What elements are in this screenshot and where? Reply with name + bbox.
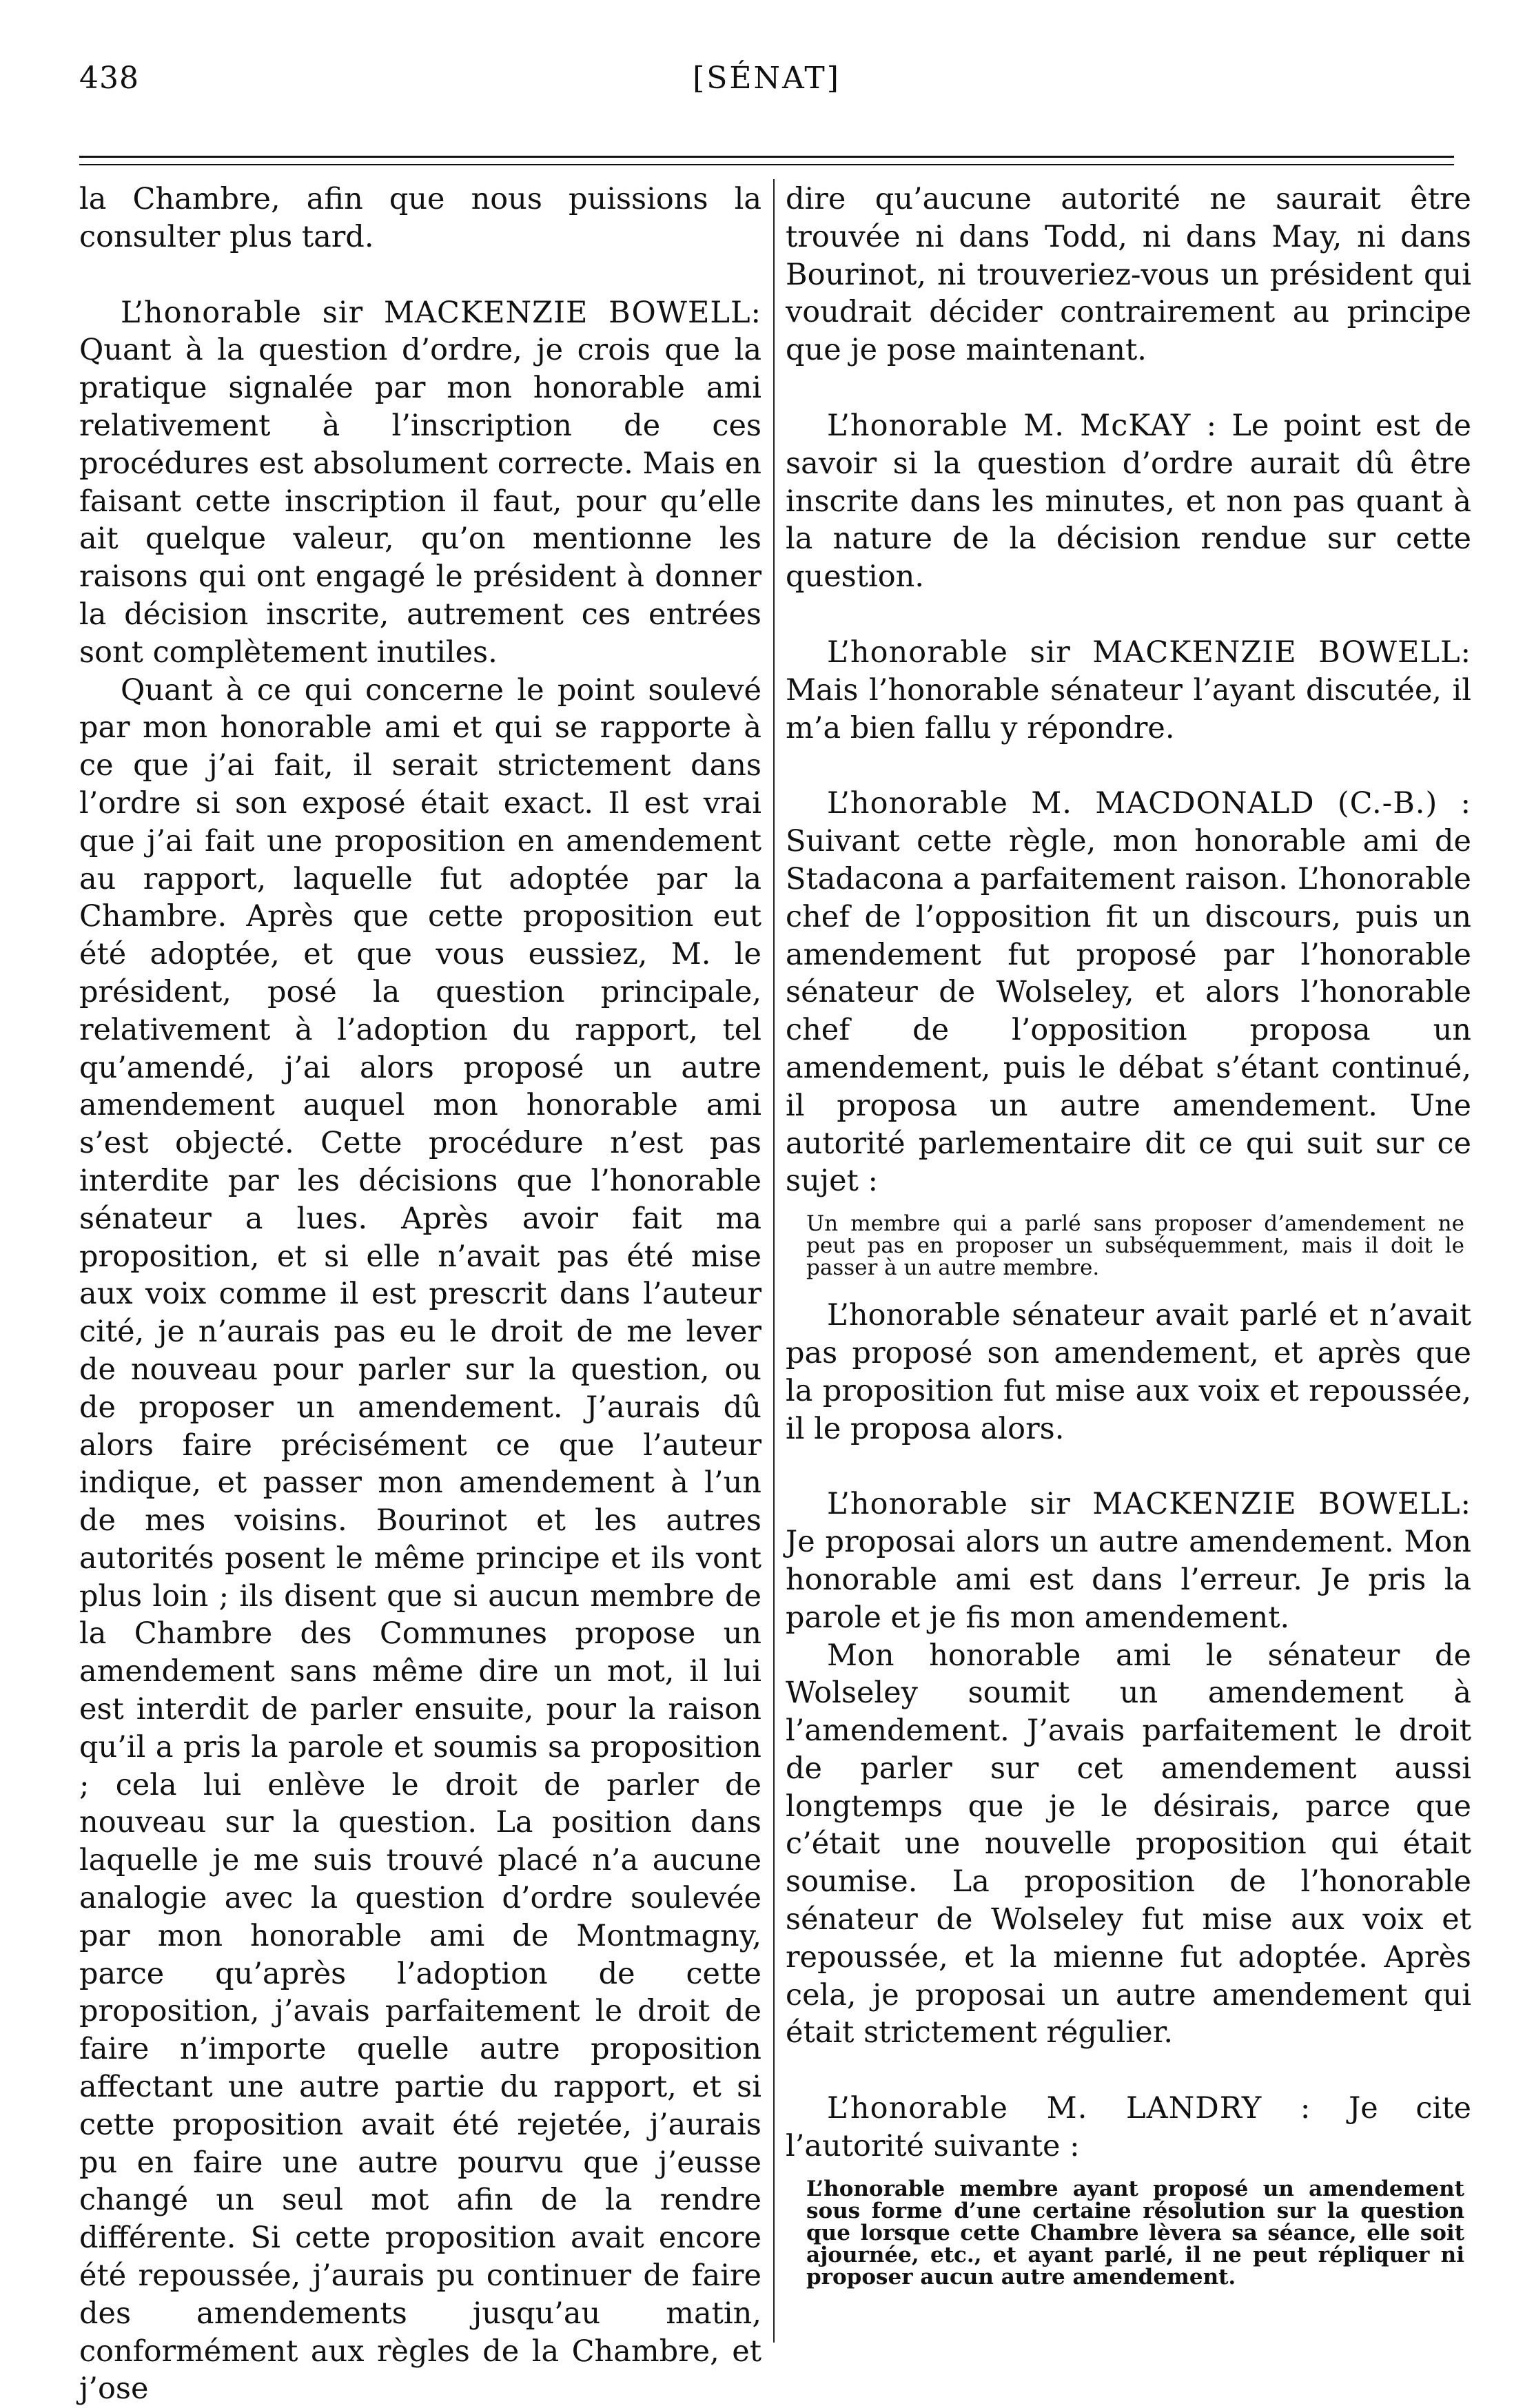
speech-paragraph [79, 294, 761, 672]
paragraph-spacer [786, 1279, 1471, 1297]
block-quote: L’honorable membre ayant proposé un amendement sous forme d’une certaine résolution sur la question que lorsque cette Chambre lèvera sa séance, elle soit ajournée, etc., et ayant parlé, il ne peut répliquer ni proposer aucun autre amendement. [806, 2176, 1464, 2289]
speaker-name: L’honorable M. MACDONALD (C.-B.) : [827, 786, 1471, 821]
paragraph-spacer [79, 256, 761, 294]
paragraph-spacer [786, 1448, 1471, 1485]
running-head: [SÉNAT] [693, 61, 841, 96]
speech-text: Le point est de savoir si la question d’ordre aurait dû être inscrite dans les minutes, et non pas quant à la nature de la décision rendue sur cette question. [786, 408, 1472, 595]
speech-paragraph [786, 634, 1471, 747]
speech-text: Mais l’honorable sénateur l’ayant discutée, il m’a bien fallu y répondre. [786, 672, 1471, 745]
speech-paragraph [786, 407, 1471, 596]
paragraph-spacer [786, 2052, 1471, 2090]
block-quote: Un membre qui a parlé sans proposer d’amendement ne peut pas en proposer un subséquemment, mais il doit le passer à un autre membre. [806, 1211, 1464, 1281]
page-number: 438 [79, 61, 139, 96]
body-paragraph: dire qu’aucune autorité ne saurait être trouvée ni dans Todd, ni dans May, ni dans Bourinot, ni trouveriez-vous un président qui voudrait décider contrairement au principe que je pose maintenant. [786, 182, 1471, 368]
left-column [79, 181, 761, 2408]
speech-text: Suivant cette règle, mon honorable ami de Stadacona a parfaitement raison. L’honorable chef de l’opposition fit un discours, puis un amendement fut proposé par l’honorable sénateur de Wolseley, et alors l’honorable chef de l’opposition proposa un amendement, puis le débat s’étant continué, il proposa un autre amendement. Une autorité parlementaire dit ce qui suit sur ce sujet : [786, 824, 1471, 1199]
speaker-name: L’honorable M. McKAY : [827, 408, 1218, 443]
speech-paragraph [786, 1485, 1471, 1636]
speech-paragraph [786, 785, 1471, 1200]
speech-text: Je proposai alors un autre amendement. Mon honorable ami est dans l’erreur. Je pris la parole et je fis mon amendement. [786, 1525, 1471, 1635]
speaker-name: L’honorable sir MACKENZIE BOWELL: [121, 295, 761, 330]
body-paragraph: Quant à ce qui concerne le point soulevé par mon honorable ami et qui se rapporte à ce que j’ai fait, il serait strictement dans l’ordre si son exposé était exact. Il est vrai que j’ai fait une proposition en amendement au rapport, laquelle fut adoptée par la Chambre. Après que cette proposition eut été adoptée, et que vous eussiez, M. le président, posé la question principale, relativement à l’adoption du rapport, tel qu’amendé, j’ai alors proposé un autre amendement auquel mon honorable ami s’est objecté. Cette procédure n’est pas interdite par les décisions que l’honorable sénateur a lues. Après avoir fait ma proposition, et si elle n’avait pas été mise aux voix comme il est prescrit dans l’auteur cité, je n’aurais pas eu le droit de me lever de nouveau pour parler sur la question, ou de proposer un amendement. J’aurais dû alors faire précisément ce que l’auteur indique, et passer mon amendement à l’un de mes voisins. Bourinot et les autres autorités posent le même principe et ils vont plus loin ; ils disent que si aucun membre de la Chambre des Communes propose un amendement sans même dire un mot, il lui est interdit de parler ensuite, pour la raison qu’il a pris la parole et soumis sa proposition ; cela lui enlève le droit de parler de nouveau sur la question. La position dans laquelle je me suis trouvé placé n’a aucune analogie avec la question d’ordre soulevée par mon honorable ami de Montmagny, parce qu’après l’adoption de cette proposition, j’avais parfaitement le droit de faire n’importe quelle autre proposition affectant une autre partie du rapport, et si cette proposition avait été rejetée, j’aurais pu en faire une autre pourvu que j’eusse changé un seul mot afin de la rendre différente. Si cette proposition avait encore été repoussée, j’aurais pu continuer de faire des amendements jusqu’au matin, conformément aux règles de la Chambre, et j’ose [79, 672, 761, 2407]
speaker-name: L’honorable sir MACKENZIE BOWELL: [827, 635, 1471, 670]
header-rule-top [79, 156, 1454, 158]
right-column [786, 181, 1471, 2288]
body-paragraph: L’honorable sénateur avait parlé et n’avait pas proposé son amendement, et après que la proposition fut mise aux voix et repoussée, il le proposa alors. [786, 1298, 1471, 1446]
body-paragraph: Mon honorable ami le sénateur de Wolseley soumit un amendement à l’amendement. J’avais parfaitement le droit de parler sur cet amendement aussi longtemps que je le désirais, parce que c’était une nouvelle proposition qui était soumise. La proposition de l’honorable sénateur de Wolseley fut mise aux voix et repoussée, et la mienne fut adoptée. Après cela, je proposai un autre amendement qui était strictement régulier. [786, 1638, 1471, 2050]
body-paragraph: la Chambre, afin que nous puissions la consulter plus tard. [79, 182, 761, 254]
page-header [79, 61, 1454, 109]
column-divider [773, 179, 775, 2343]
speech-text: Je cite l’autorité suivante : [786, 2091, 1471, 2164]
paragraph-spacer [786, 369, 1471, 407]
speech-text: Quant à la question d’ordre, je crois que la pratique signalée par mon honorable ami relativement à l’inscription de ces procédures est absolument correcte. Mais en faisant cette inscription il faut, pour qu’elle ait quelque valeur, qu’on mentionne les raisons qui ont engagé le président à donner la décision inscrite, autrement ces entrées sont complètement inutiles. [79, 333, 761, 670]
header-rule-bottom [79, 164, 1454, 165]
speech-paragraph [786, 2090, 1471, 2165]
paragraph-spacer [786, 747, 1471, 785]
paragraph-spacer [786, 596, 1471, 634]
speaker-name: L’honorable sir MACKENZIE BOWELL: [827, 1487, 1471, 1522]
speaker-name: L’honorable M. LANDRY : [827, 2091, 1311, 2126]
